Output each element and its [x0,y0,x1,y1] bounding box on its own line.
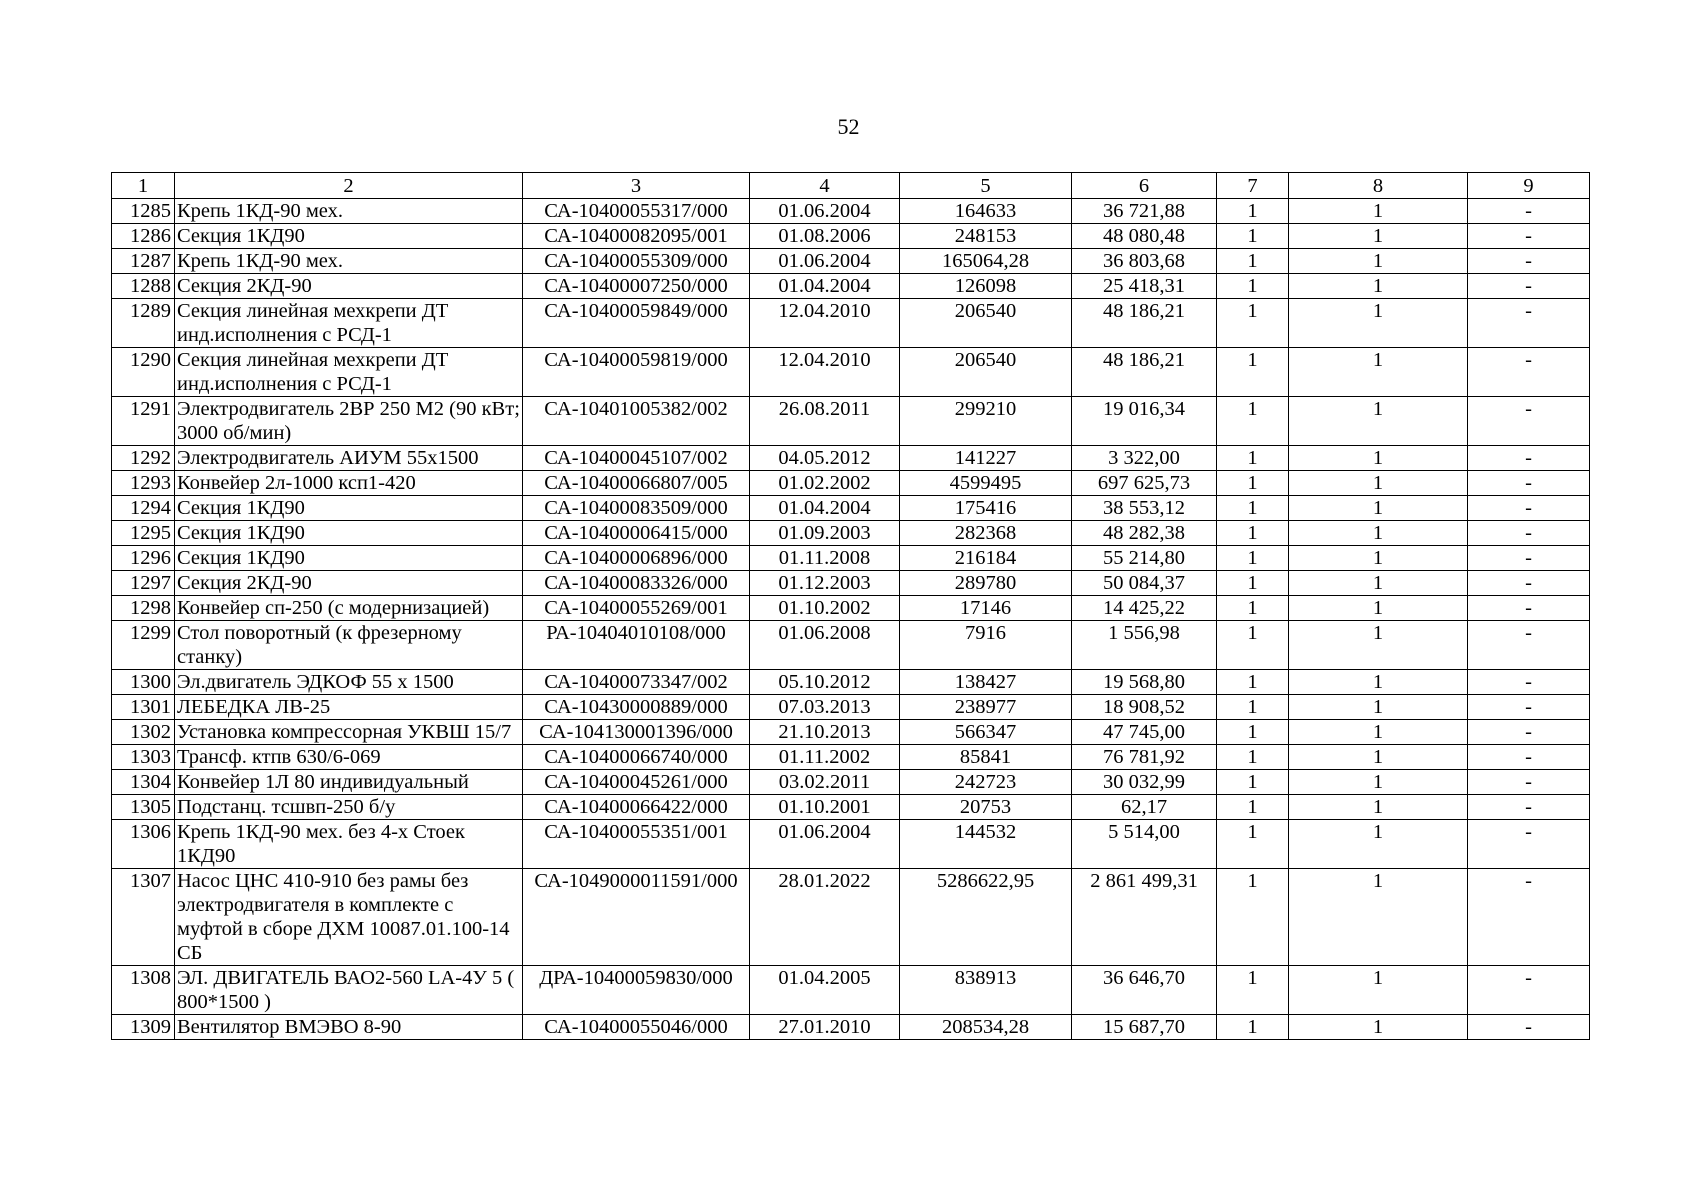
inventory-code-cell: СА-10400055046/000 [523,1015,750,1040]
row-number-cell: 1286 [112,224,175,249]
amount-cell: 25 418,31 [1072,274,1217,299]
inventory-code-cell: СА-10400055351/001 [523,820,750,869]
date-cell: 01.12.2003 [750,571,900,596]
col8-cell: 1 [1289,1015,1468,1040]
amount-cell: 48 186,21 [1072,348,1217,397]
name-cell: Конвейер 1Л 80 индивидуальный [175,770,523,795]
table-row [112,571,1590,596]
col8-cell: 1 [1289,820,1468,869]
inventory-code-cell: СА-10400066807/005 [523,471,750,496]
inventory-code-cell: СА-104130001396/000 [523,720,750,745]
col9-cell: - [1468,224,1590,249]
name-cell: Крепь 1КД-90 мех. без 4-х Стоек 1КД90 [175,820,523,869]
name-cell: Насос ЦНС 410-910 без рамы без электродвигателя в комплекте с муфтой в сборе ДХМ 10087.01.100-14 СБ [175,869,523,966]
value-cell: 4599495 [900,471,1072,496]
date-cell: 12.04.2010 [750,348,900,397]
column-header-3: 3 [523,173,750,199]
table-row [112,397,1590,446]
inventory-code-cell: СА-10400059849/000 [523,299,750,348]
amount-cell: 48 282,38 [1072,521,1217,546]
col9-cell: - [1468,249,1590,274]
col8-cell: 1 [1289,397,1468,446]
table-row [112,496,1590,521]
col8-cell: 1 [1289,966,1468,1015]
row-number-cell: 1295 [112,521,175,546]
table-row [112,720,1590,745]
amount-cell: 5 514,00 [1072,820,1217,869]
col8-cell: 1 [1289,795,1468,820]
row-number-cell: 1294 [112,496,175,521]
inventory-code-cell: РА-10404010108/000 [523,621,750,670]
amount-cell: 19 568,80 [1072,670,1217,695]
date-cell: 12.04.2010 [750,299,900,348]
col7-cell: 1 [1217,966,1289,1015]
inventory-code-cell: СА-10401005382/002 [523,397,750,446]
table-row [112,199,1590,224]
table-row [112,1015,1590,1040]
column-header-8: 8 [1289,173,1468,199]
amount-cell: 30 032,99 [1072,770,1217,795]
inventory-code-cell: СА-10400055309/000 [523,249,750,274]
col8-cell: 1 [1289,348,1468,397]
date-cell: 01.06.2004 [750,199,900,224]
row-number-cell: 1301 [112,695,175,720]
date-cell: 04.05.2012 [750,446,900,471]
inventory-code-cell: СА-10400007250/000 [523,274,750,299]
date-cell: 05.10.2012 [750,670,900,695]
amount-cell: 1 556,98 [1072,621,1217,670]
value-cell: 165064,28 [900,249,1072,274]
row-number-cell: 1309 [112,1015,175,1040]
col7-cell: 1 [1217,471,1289,496]
col7-cell: 1 [1217,596,1289,621]
table-row [112,249,1590,274]
col7-cell: 1 [1217,224,1289,249]
table-row [112,966,1590,1015]
col8-cell: 1 [1289,720,1468,745]
date-cell: 01.08.2006 [750,224,900,249]
table-row [112,795,1590,820]
col7-cell: 1 [1217,1015,1289,1040]
col9-cell: - [1468,299,1590,348]
name-cell: Крепь 1КД-90 мех. [175,199,523,224]
col9-cell: - [1468,770,1590,795]
col9-cell: - [1468,795,1590,820]
date-cell: 01.11.2008 [750,546,900,571]
table-row [112,820,1590,869]
table-row [112,446,1590,471]
inventory-code-cell: СА-10400082095/001 [523,224,750,249]
amount-cell: 36 646,70 [1072,966,1217,1015]
name-cell: Крепь 1КД-90 мех. [175,249,523,274]
col8-cell: 1 [1289,745,1468,770]
col7-cell: 1 [1217,621,1289,670]
col8-cell: 1 [1289,224,1468,249]
table-row [112,546,1590,571]
col8-cell: 1 [1289,521,1468,546]
row-number-cell: 1303 [112,745,175,770]
row-number-cell: 1293 [112,471,175,496]
value-cell: 138427 [900,670,1072,695]
date-cell: 26.08.2011 [750,397,900,446]
name-cell: Конвейер сп-250 (с модернизацией) [175,596,523,621]
column-header-4: 4 [750,173,900,199]
col9-cell: - [1468,695,1590,720]
amount-cell: 55 214,80 [1072,546,1217,571]
asset-table [111,172,1590,1040]
col8-cell: 1 [1289,249,1468,274]
date-cell: 01.10.2001 [750,795,900,820]
col8-cell: 1 [1289,496,1468,521]
col9-cell: - [1468,546,1590,571]
column-header-6: 6 [1072,173,1217,199]
name-cell: ЭЛ. ДВИГАТЕЛЬ ВАО2-560 LA-4У 5 ( 800*1500 ) [175,966,523,1015]
row-number-cell: 1306 [112,820,175,869]
col8-cell: 1 [1289,446,1468,471]
col9-cell: - [1468,496,1590,521]
amount-cell: 697 625,73 [1072,471,1217,496]
name-cell: Секция линейная мехкрепи ДТ инд.исполнения с РСД-1 [175,348,523,397]
table-row [112,745,1590,770]
date-cell: 01.06.2004 [750,820,900,869]
row-number-cell: 1299 [112,621,175,670]
value-cell: 208534,28 [900,1015,1072,1040]
row-number-cell: 1307 [112,869,175,966]
col9-cell: - [1468,720,1590,745]
value-cell: 216184 [900,546,1072,571]
row-number-cell: 1288 [112,274,175,299]
date-cell: 28.01.2022 [750,869,900,966]
col7-cell: 1 [1217,274,1289,299]
value-cell: 838913 [900,966,1072,1015]
col9-cell: - [1468,199,1590,224]
inventory-code-cell: СА-10400059819/000 [523,348,750,397]
inventory-code-cell: СА-10400006415/000 [523,521,750,546]
name-cell: Эл.двигатель ЭДКОФ 55 х 1500 [175,670,523,695]
value-cell: 144532 [900,820,1072,869]
row-number-cell: 1302 [112,720,175,745]
amount-cell: 15 687,70 [1072,1015,1217,1040]
col7-cell: 1 [1217,348,1289,397]
col8-cell: 1 [1289,670,1468,695]
amount-cell: 36 803,68 [1072,249,1217,274]
amount-cell: 38 553,12 [1072,496,1217,521]
date-cell: 01.04.2004 [750,496,900,521]
name-cell: Секция 2КД-90 [175,274,523,299]
name-cell: Секция линейная мехкрепи ДТ инд.исполнения с РСД-1 [175,299,523,348]
value-cell: 238977 [900,695,1072,720]
inventory-code-cell: СА-10430000889/000 [523,695,750,720]
row-number-cell: 1292 [112,446,175,471]
value-cell: 141227 [900,446,1072,471]
amount-cell: 18 908,52 [1072,695,1217,720]
col7-cell: 1 [1217,397,1289,446]
inventory-code-cell: СА-10400066422/000 [523,795,750,820]
inventory-code-cell: СА-1049000011591/000 [523,869,750,966]
date-cell: 01.06.2004 [750,249,900,274]
col9-cell: - [1468,1015,1590,1040]
value-cell: 566347 [900,720,1072,745]
col7-cell: 1 [1217,446,1289,471]
value-cell: 175416 [900,496,1072,521]
date-cell: 07.03.2013 [750,695,900,720]
col9-cell: - [1468,745,1590,770]
date-cell: 01.04.2005 [750,966,900,1015]
name-cell: Вентилятор ВМЭВО 8-90 [175,1015,523,1040]
name-cell: Электродвигатель 2ВР 250 М2 (90 кВт; 3000 об/мин) [175,397,523,446]
row-number-cell: 1300 [112,670,175,695]
col9-cell: - [1468,670,1590,695]
col9-cell: - [1468,596,1590,621]
col9-cell: - [1468,446,1590,471]
table-row [112,596,1590,621]
row-number-cell: 1291 [112,397,175,446]
row-number-cell: 1296 [112,546,175,571]
col7-cell: 1 [1217,521,1289,546]
table-body [112,199,1590,1040]
column-header-9: 9 [1468,173,1590,199]
date-cell: 01.04.2004 [750,274,900,299]
name-cell: Секция 1КД90 [175,521,523,546]
row-number-cell: 1297 [112,571,175,596]
date-cell: 03.02.2011 [750,770,900,795]
value-cell: 126098 [900,274,1072,299]
row-number-cell: 1289 [112,299,175,348]
column-header-2: 2 [175,173,523,199]
value-cell: 299210 [900,397,1072,446]
amount-cell: 19 016,34 [1072,397,1217,446]
value-cell: 17146 [900,596,1072,621]
value-cell: 282368 [900,521,1072,546]
table-row [112,224,1590,249]
inventory-code-cell: СА-10400083509/000 [523,496,750,521]
column-header-7: 7 [1217,173,1289,199]
col7-cell: 1 [1217,571,1289,596]
name-cell: Электродвигатель АИУМ 55х1500 [175,446,523,471]
row-number-cell: 1305 [112,795,175,820]
col7-cell: 1 [1217,299,1289,348]
column-header-1: 1 [112,173,175,199]
col7-cell: 1 [1217,199,1289,224]
table-row [112,521,1590,546]
column-header-5: 5 [900,173,1072,199]
amount-cell: 2 861 499,31 [1072,869,1217,966]
inventory-code-cell: СА-10400045107/002 [523,446,750,471]
col8-cell: 1 [1289,299,1468,348]
col9-cell: - [1468,966,1590,1015]
row-number-cell: 1304 [112,770,175,795]
inventory-code-cell: СА-10400006896/000 [523,546,750,571]
value-cell: 206540 [900,299,1072,348]
name-cell: Секция 2КД-90 [175,571,523,596]
inventory-code-cell: СА-10400045261/000 [523,770,750,795]
date-cell: 01.02.2002 [750,471,900,496]
inventory-code-cell: СА-10400073347/002 [523,670,750,695]
col8-cell: 1 [1289,695,1468,720]
value-cell: 85841 [900,745,1072,770]
table-row [112,348,1590,397]
table-row [112,299,1590,348]
table-row [112,274,1590,299]
col8-cell: 1 [1289,596,1468,621]
value-cell: 248153 [900,224,1072,249]
col7-cell: 1 [1217,546,1289,571]
col8-cell: 1 [1289,571,1468,596]
name-cell: Секция 1КД90 [175,496,523,521]
page-number: 52 [837,114,860,139]
name-cell: Конвейер 2л-1000 ксп1-420 [175,471,523,496]
value-cell: 7916 [900,621,1072,670]
date-cell: 27.01.2010 [750,1015,900,1040]
col9-cell: - [1468,820,1590,869]
name-cell: Секция 1КД90 [175,546,523,571]
amount-cell: 62,17 [1072,795,1217,820]
col8-cell: 1 [1289,274,1468,299]
col7-cell: 1 [1217,720,1289,745]
col9-cell: - [1468,397,1590,446]
value-cell: 5286622,95 [900,869,1072,966]
col9-cell: - [1468,521,1590,546]
col9-cell: - [1468,348,1590,397]
table-row [112,621,1590,670]
date-cell: 01.09.2003 [750,521,900,546]
table-row [112,471,1590,496]
header-row [112,173,1590,199]
col8-cell: 1 [1289,770,1468,795]
value-cell: 20753 [900,795,1072,820]
col7-cell: 1 [1217,249,1289,274]
date-cell: 01.11.2002 [750,745,900,770]
name-cell: Трансф. ктпв 630/6-069 [175,745,523,770]
inventory-code-cell: СА-10400055269/001 [523,596,750,621]
value-cell: 206540 [900,348,1072,397]
col8-cell: 1 [1289,471,1468,496]
row-number-cell: 1287 [112,249,175,274]
row-number-cell: 1298 [112,596,175,621]
col7-cell: 1 [1217,745,1289,770]
name-cell: Стол поворотный (к фрезерному станку) [175,621,523,670]
col7-cell: 1 [1217,695,1289,720]
row-number-cell: 1285 [112,199,175,224]
date-cell: 01.10.2002 [750,596,900,621]
name-cell: Установка компрессорная УКВШ 15/7 [175,720,523,745]
col9-cell: - [1468,471,1590,496]
col8-cell: 1 [1289,869,1468,966]
table-row [112,770,1590,795]
col9-cell: - [1468,571,1590,596]
col7-cell: 1 [1217,770,1289,795]
value-cell: 289780 [900,571,1072,596]
value-cell: 242723 [900,770,1072,795]
table-row [112,695,1590,720]
name-cell: ЛЕБЕДКА ЛВ-25 [175,695,523,720]
col8-cell: 1 [1289,621,1468,670]
col7-cell: 1 [1217,670,1289,695]
date-cell: 21.10.2013 [750,720,900,745]
table-row [112,670,1590,695]
name-cell: Секция 1КД90 [175,224,523,249]
amount-cell: 47 745,00 [1072,720,1217,745]
value-cell: 164633 [900,199,1072,224]
col8-cell: 1 [1289,546,1468,571]
col7-cell: 1 [1217,496,1289,521]
amount-cell: 50 084,37 [1072,571,1217,596]
amount-cell: 14 425,22 [1072,596,1217,621]
amount-cell: 76 781,92 [1072,745,1217,770]
amount-cell: 36 721,88 [1072,199,1217,224]
inventory-code-cell: ДРА-10400059830/000 [523,966,750,1015]
col7-cell: 1 [1217,795,1289,820]
col9-cell: - [1468,274,1590,299]
col9-cell: - [1468,621,1590,670]
inventory-code-cell: СА-10400055317/000 [523,199,750,224]
col7-cell: 1 [1217,820,1289,869]
amount-cell: 48 186,21 [1072,299,1217,348]
name-cell: Подстанц. тсшвп-250 б/у [175,795,523,820]
col7-cell: 1 [1217,869,1289,966]
row-number-cell: 1290 [112,348,175,397]
col8-cell: 1 [1289,199,1468,224]
row-number-cell: 1308 [112,966,175,1015]
amount-cell: 48 080,48 [1072,224,1217,249]
date-cell: 01.06.2008 [750,621,900,670]
amount-cell: 3 322,00 [1072,446,1217,471]
col9-cell: - [1468,869,1590,966]
table-row [112,869,1590,966]
inventory-code-cell: СА-10400066740/000 [523,745,750,770]
inventory-code-cell: СА-10400083326/000 [523,571,750,596]
